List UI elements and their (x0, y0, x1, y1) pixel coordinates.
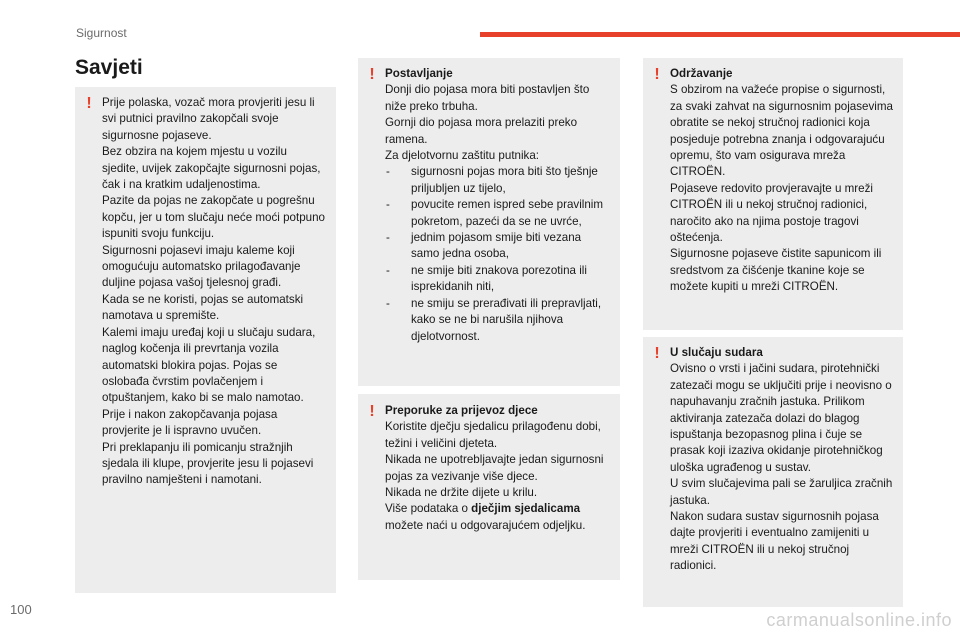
advice-paragraph (385, 501, 610, 534)
page-title: Savjeti (75, 56, 143, 79)
advice-box-fitting (358, 58, 620, 386)
advice-box-general (75, 87, 336, 593)
advice-paragraph: Prije polaska, vozač mora provjeriti jesu li svi putnici pravilno zakopčali svoje sigurnosne pojaseve. (102, 96, 315, 142)
box-heading: Postavljanje (385, 67, 453, 80)
advice-paragraph: S obzirom na važeće propise o sigurnosti, za svaki zahvat na sigurnosnim pojasevima obratite se nekoj stručnoj radionici koja posjeduje potrebna znanja i odgovarajuću opremu, što vam osigurava mreža CITROËN. (670, 83, 893, 179)
advice-paragraph: Pazite da pojas ne zakopčate u pogrešnu kopču, jer u tom slučaju neće moći potpuno ispuniti svoju funkciju. (102, 194, 325, 241)
list-item: - sigurnosni pojas mora biti što tješnje priljubljen uz tijelo, (385, 164, 610, 197)
warning-icon: ! (369, 403, 375, 420)
advice-paragraph: Sigurnosne pojaseve čistite sapunicom ili sredstvom za čišćenje tkanine koje se možete kupiti u mreži CITROËN. (670, 247, 882, 294)
warning-icon: ! (654, 345, 660, 362)
advice-box-collision (643, 337, 903, 607)
advice-paragraph: Pri preklapanju ili pomicanju stražnjih sjedala ili klupe, provjerite jesu li pojasevi pravilno namješteni i namotani. (102, 440, 314, 487)
advice-box-children (358, 394, 620, 580)
header-accent-bar (480, 32, 960, 37)
advice-paragraph: Bez obzira na kojem mjestu u vozilu sjedite, uvijek zakopčajte sigurnosni pojas, čak i na kratkim udaljenostima. (102, 145, 321, 192)
section-label: Sigurnost (76, 26, 127, 40)
list-item: - ne smiju se prerađivati ili prepravljati, kako se ne bi narušila njihova djelotvornost. (385, 296, 610, 345)
advice-paragraph: Za djelotvornu zaštitu putnika: (385, 149, 540, 163)
fitting-list (385, 164, 610, 344)
advice-paragraph: Kada se ne koristi, pojas se automatski namotava u spremište. (102, 292, 304, 323)
advice-paragraph: Koristite dječju sjedalicu prilagođenu dobi, težini i veličini djeteta. (385, 420, 601, 450)
list-item: - povucite remen ispred sebe pravilnim pokretom, pazeći da se ne uvrće, (385, 197, 610, 230)
closing-text: možete naći u odgovarajućem odjeljku. (385, 518, 586, 532)
box-heading: U slučaju sudara (670, 346, 763, 359)
child-seats-emphasis: dječjim sjedalicama (471, 502, 581, 516)
warning-icon: ! (369, 66, 375, 83)
closing-text: Više podataka o (385, 502, 472, 516)
box-heading: Održavanje (670, 67, 733, 80)
advice-box-maintenance (643, 58, 903, 330)
advice-paragraph: Nikada ne držite dijete u krilu. (385, 486, 538, 500)
list-item: - ne smije biti znakova porezotina ili isprekidanih niti, (385, 263, 610, 296)
advice-paragraph: Nikada ne upotrebljavajte jedan sigurnosni pojas za vezivanje više djece. (385, 453, 604, 483)
warning-icon: ! (86, 95, 92, 112)
list-item: - jednim pojasom smije biti vezana samo jedna osoba, (385, 230, 610, 263)
advice-paragraph: U svim slučajevima pali se žaruljica zračnih jastuka. (670, 477, 893, 507)
warning-icon: ! (654, 66, 660, 83)
advice-paragraph: Kalemi imaju uređaj koji u slučaju sudara, naglog kočenja ili prevrtanja vozila automatski blokira pojas. Pojas se oslobađa čvrstim povlačenjem i otpuštanjem, kako bi se malo namotao. (102, 325, 316, 405)
box-heading: Preporuke za prijevoz djece (385, 404, 538, 417)
advice-paragraph: Donji dio pojasa mora biti postavljen što niže preko trbuha. (385, 83, 590, 113)
advice-paragraph: Pojaseve redovito provjeravajte u mreži CITROËN ili u nekoj stručnoj radionici, naročito ako na njima postoje tragovi oštećenja. (670, 181, 873, 245)
advice-paragraph: Nakon sudara sustav sigurnosnih pojasa dajte provjeriti i eventualno zamijeniti u mreži CITROËN ili u nekoj stručnoj radionici. (670, 510, 879, 573)
advice-paragraph: Prije i nakon zakopčavanja pojasa provjerite je li ispravno uvučen. (102, 407, 278, 438)
page-number: 100 (10, 602, 32, 617)
advice-paragraph: Gornji dio pojasa mora prelaziti preko ramena. (385, 116, 578, 146)
advice-paragraph: Sigurnosni pojasevi imaju kaleme koji omogućuju automatsko prilagođavanje duljine pojasa vašoj tjelesnoj građi. (102, 243, 301, 290)
watermark: carmanualsonline.info (766, 610, 952, 630)
advice-paragraph: Ovisno o vrsti i jačini sudara, pirotehnički zatezači mogu se uključiti prije i neovisno o napuhavanju zračnih jastuka. Prilikom aktiviranja zatezača dolazi do blagog ispuštanja bezopasnog plina i čuje se prasak koji izaziva okidanje pirotehničkog uloška ugrađenog u sustav. (670, 362, 892, 474)
